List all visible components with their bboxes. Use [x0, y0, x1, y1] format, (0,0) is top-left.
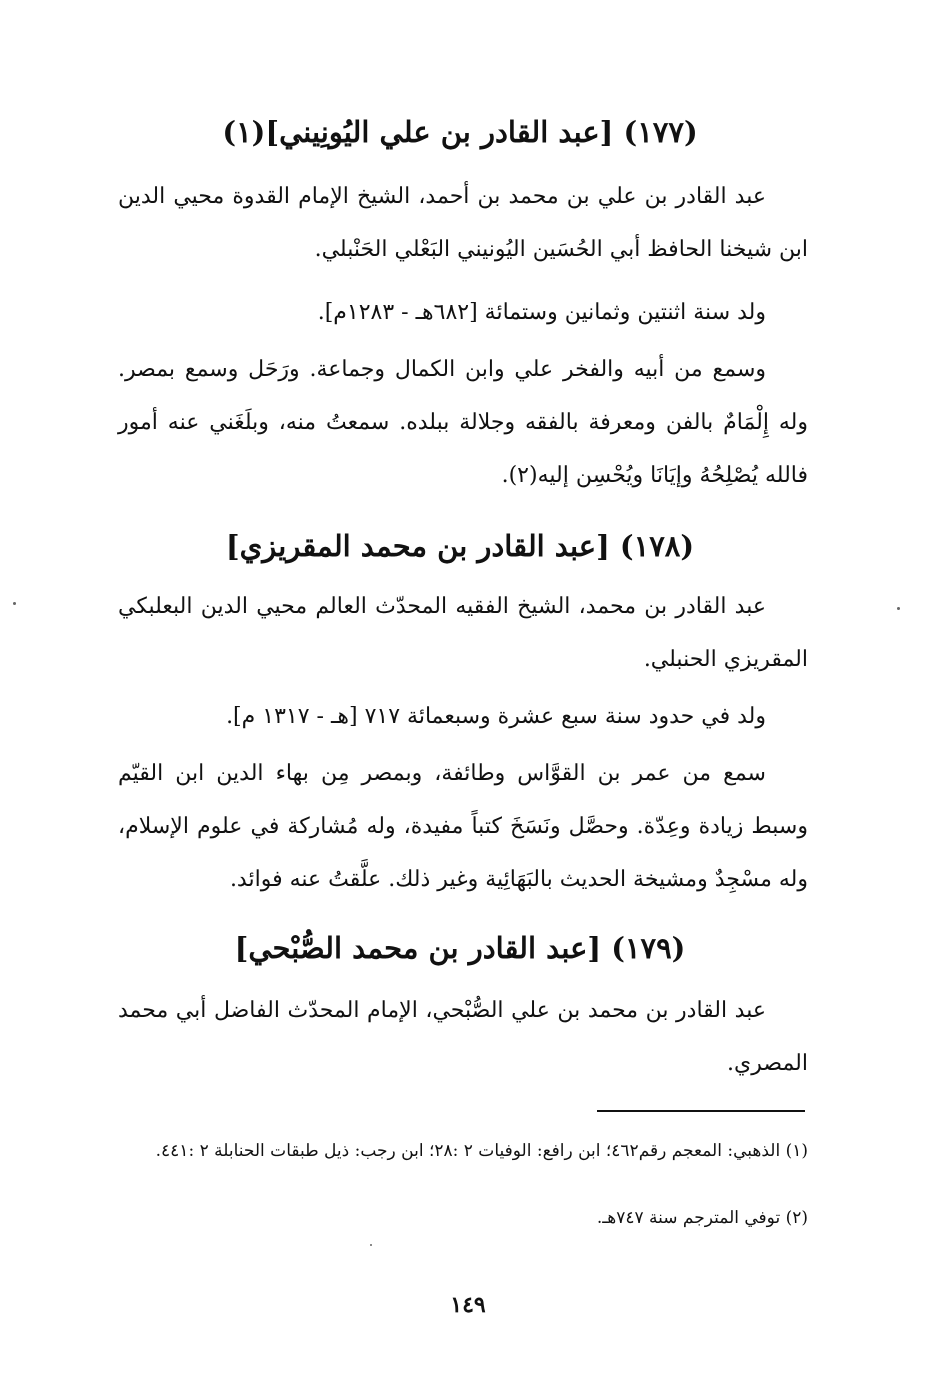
footnote-2: (٢) توفي المترجم سنة ٧٤٧هـ. — [596, 1208, 808, 1228]
entry-heading-178: (١٧٨) [عبد القادر بن محمد المقريزي] — [225, 529, 695, 563]
entry-178-paragraph-2: ولد في حدود سنة سبع عشرة وسبعمائة ٧١٧ [هـ - ١٣١٧ م]. — [226, 704, 766, 729]
entry-177-paragraph-2: ولد سنة اثنتين وثمانين وستمائة [٦٨٢هـ - ١٢٨٣م]. — [317, 300, 766, 325]
page-number: ١٤٩ — [450, 1292, 486, 1318]
footnote-1: (١) الذهبي: المعجم رقم٤٦٢؛ ابن رافع: الوفيات ٢ :٢٨؛ ابن رجب: ذيل طبقات الحنابلة ٢ :٤٤١. — [155, 1141, 808, 1161]
entry-177-paragraph-1: عبد القادر بن علي بن محمد بن أحمد، الشيخ الإمام القدوة محيي الدين ابن شيخنا الحافظ أبي الحُسَين اليُونيني البَعْلي الحَنْبلي. — [118, 184, 808, 262]
entry-heading-179: (١٧٩) [عبد القادر بن محمد الصُّبْحي] — [234, 931, 686, 965]
entry-179-paragraph-1: عبد القادر بن محمد بن علي الصُّبْحي، الإمام المحدّث الفاضل أبي محمد المصري. — [118, 998, 808, 1076]
scan-speck — [370, 1244, 372, 1246]
entry-178-paragraph-1: عبد القادر بن محمد، الشيخ الفقيه المحدّث العالم محيي الدين البعلبكي المقريزي الحنبلي. — [118, 594, 808, 672]
scan-speck — [13, 602, 16, 605]
entry-177-paragraph-3: وسمع من أبيه والفخر علي وابن الكمال وجماعة. ورَحَل وسمع بمصر. وله إِلْمَامٌ بالفن ومعرفة بالفقه وجلالة ببلده. سمعتُ منه، وبلَغَني عنه أمور فالله يُصْلِحُهُ وإيَانَا ويُحْسِن إليه(٢). — [118, 357, 808, 488]
scan-speck — [897, 607, 900, 610]
entry-heading-177: (١٧٧) [عبد القادر بن علي اليُونِيني](١) — [222, 115, 698, 149]
footnote-separator — [597, 1110, 805, 1112]
entry-178-paragraph-3: سمع من عمر بن القوَّاس وطائفة، وبمصر مِن بهاء الدين ابن القيّم وسبط زيادة وعِدّة. وحصَّل ونَسَخَ كتباً مفيدة، وله مُشاركة في علوم الإسلام، وله مسْجِدٌ ومشيخة الحديث بالبَهَائِية وغير ذلك. علَّقتُ عنه فوائد. — [118, 761, 808, 892]
